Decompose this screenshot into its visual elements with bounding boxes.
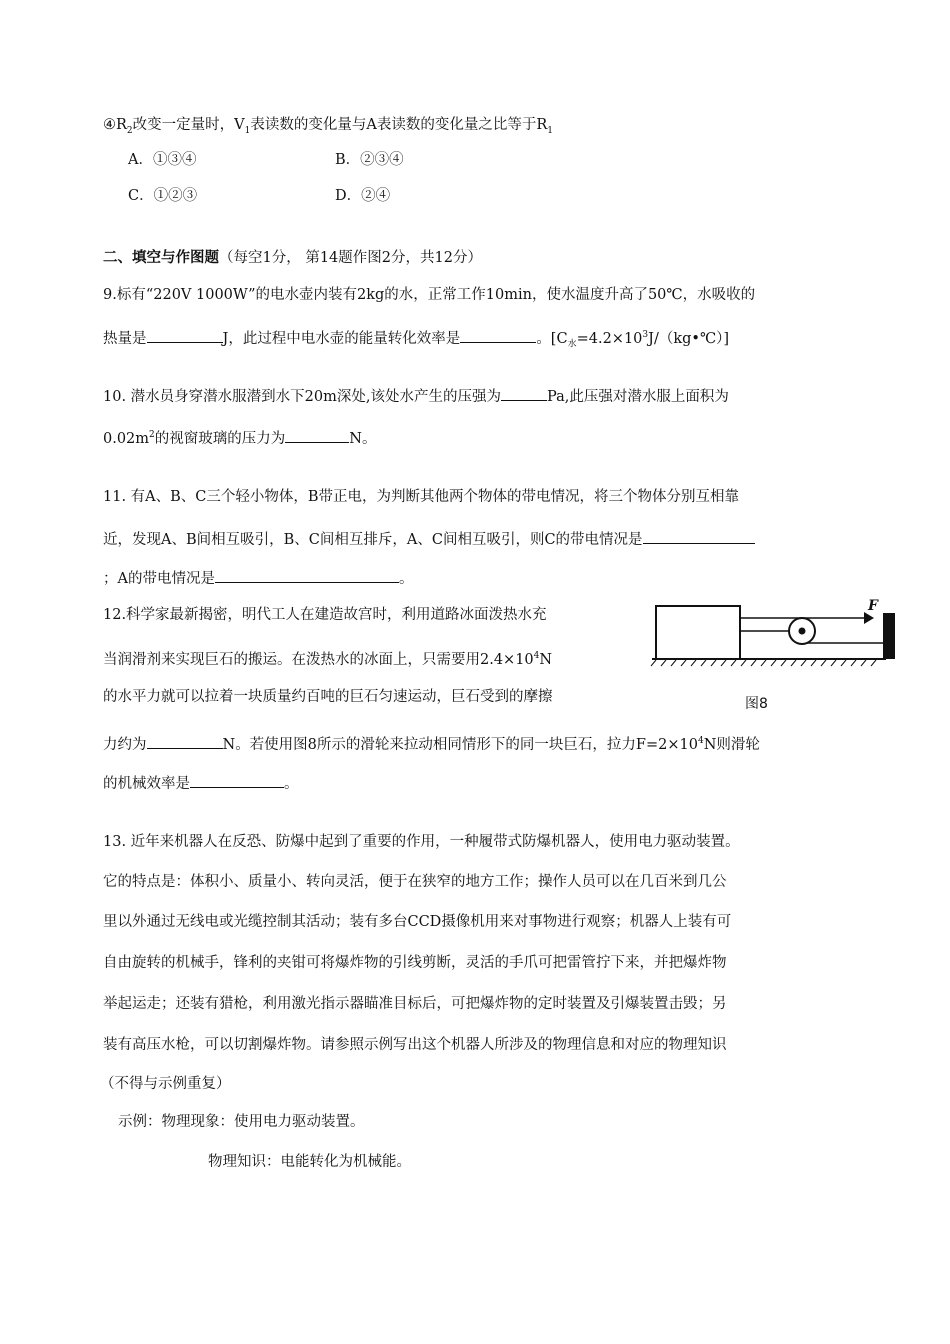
q12-line2	[103, 646, 552, 670]
q13-example-phenomenon: 示例：物理现象：使用电力驱动装置。	[118, 1114, 365, 1130]
q10-blank-pressure[interactable]	[501, 385, 547, 401]
q9-blank-heat[interactable]	[147, 327, 223, 343]
q13-line3: 里以外通过无线电或光缆控制其活动；装有多台CCD摄像机用来对事物进行观察；机器人上装有可	[103, 914, 732, 930]
wall	[883, 613, 895, 659]
q12-line4-sup: 4	[697, 736, 704, 746]
q8-item4-c-sub: 1	[547, 125, 553, 136]
q12-line4-b: N。若使用图8所示的滑轮来拉动相同情形下的同一块巨石，拉力F=2×10	[222, 736, 698, 753]
q8-item4-b-sub: 1	[244, 125, 251, 136]
figure-8-pulley-diagram	[650, 598, 900, 668]
section2-title: 二、填空与作图题	[103, 249, 219, 266]
q9-line2-c: 。[C	[536, 330, 568, 347]
q11-line2-text: 近，发现A、B间相互吸引，B、C间相互排斥，A、C间相互吸引，则C的带电情况是	[103, 532, 643, 548]
q10-line2-a: 0.02m	[103, 430, 150, 447]
q10-line1-b: Pa,此压强对潜水服上面积为	[546, 389, 729, 405]
q9-line2-e: J/（kg•℃）]	[648, 330, 730, 347]
q12-blank-efficiency[interactable]	[190, 772, 284, 788]
q13-line6: 装有高压水枪，可以切割爆炸物。请参照示例写出这个机器人所涉及的物理信息和对应的物理知识	[103, 1037, 727, 1053]
ground-hatching	[651, 660, 876, 666]
q12-line3: 的水平力就可以拉着一块质量约百吨的巨石匀速运动，巨石受到的摩擦	[103, 689, 553, 705]
q12-line1: 12.科学家最新揭密，明代工人在建造故宫时，利用道路冰面泼热水充	[103, 607, 547, 623]
q12-line5-b: 。	[284, 776, 299, 792]
q10-blank-force[interactable]	[285, 427, 349, 443]
q10-line2	[103, 425, 376, 449]
q8-option-b: B．②③④	[335, 152, 404, 168]
q12-line2-text: 当润滑剂来实现巨石的搬运。在泼热水的冰面上，只需要用2.4×10	[103, 651, 534, 668]
q11-line3-a: ；A的带电情况是	[103, 571, 215, 587]
stone-block	[656, 606, 740, 659]
q8-item4-a: ④R	[103, 117, 127, 133]
q11-blank-c-charge[interactable]	[643, 528, 755, 544]
pulley-axle	[799, 628, 806, 635]
q13-example-knowledge: 物理知识：电能转化为机械能。	[208, 1154, 411, 1170]
q8-option-a: A．①③④	[128, 152, 197, 168]
force-label: F	[868, 598, 878, 614]
q12-line4	[103, 731, 760, 755]
q8-item4-b: 改变一定量时，V	[132, 117, 245, 133]
q11-line1: 11. 有A、B、C三个轻小物体，B带正电，为判断其他两个物体的带电情况，将三个物体分别互相靠	[103, 489, 740, 505]
q9-line1: 9.标有“220V 1000W”的电水壶内装有2kg的水，正常工作10min，使水温度升高了50℃，水吸收的	[103, 287, 756, 303]
q9-line2-sub: 水	[567, 339, 577, 350]
q10-line1-a: 10. 潜水员身穿潜水服潜到水下20m深处,该处水产生的压强为	[103, 389, 501, 405]
q13-line5: 举起运走；还装有猎枪，利用激光指示器瞄准目标后，可把爆炸物的定时装置及引爆装置击毁；另	[103, 996, 727, 1012]
q9-line2	[103, 325, 729, 355]
q11-blank-a-charge[interactable]	[215, 567, 399, 583]
q12-line4-c: N则滑轮	[703, 736, 760, 753]
q9-line2-d: =4.2×10	[576, 330, 643, 347]
q8-option-c: C．①②③	[128, 188, 198, 204]
q9-line2-a: 热量是	[103, 330, 147, 347]
q9-line2-sup: 3	[642, 330, 649, 340]
q10-line2-b: 的视窗玻璃的压力为	[154, 430, 286, 447]
q12-line5-a: 的机械效率是	[103, 776, 190, 792]
q12-line4-a: 力约为	[103, 736, 147, 753]
section2-heading	[103, 248, 482, 268]
q12-line2-end: N	[539, 651, 553, 668]
figure-caption: 图8	[745, 696, 768, 712]
q13-line2: 它的特点是：体积小、质量小、转向灵活，便于在狭窄的地方工作；操作人员可以在几百米到几公	[103, 874, 727, 890]
q13-line1: 13. 近年来机器人在反恐、防爆中起到了重要的作用，一种履带式防爆机器人，使用电力驱动装置。	[103, 834, 740, 850]
q10-line2-c: N。	[349, 430, 377, 447]
q12-line2-sup: 4	[533, 651, 540, 661]
section2-note: （每空1分， 第14题作图2分，共12分）	[219, 250, 482, 266]
q11-line2	[103, 528, 755, 550]
q8-item4-c: 表读数的变化量与A表读数的变化量之比等于R	[250, 117, 548, 133]
q8-option-d: D．②④	[335, 188, 391, 204]
q11-line3-b: 。	[398, 571, 414, 587]
q11-line3	[103, 567, 413, 589]
q9-line2-b: J，此过程中电水壶的能量转化效率是	[222, 330, 461, 347]
q10-line2-sup: 2	[149, 430, 155, 440]
q12-blank-friction[interactable]	[147, 733, 223, 749]
q8-item4-a-sub: 2	[126, 125, 133, 136]
q8-item4	[103, 115, 553, 141]
q12-line5	[103, 772, 299, 794]
q13-line7: （不得与示例重复）	[100, 1076, 231, 1092]
q10-line1	[103, 385, 729, 407]
q9-blank-efficiency[interactable]	[460, 327, 536, 343]
q13-line4: 自由旋转的机械手，锋利的夹钳可将爆炸物的引线剪断，灵活的手爪可把雷管拧下来，并把爆炸物	[103, 955, 727, 971]
